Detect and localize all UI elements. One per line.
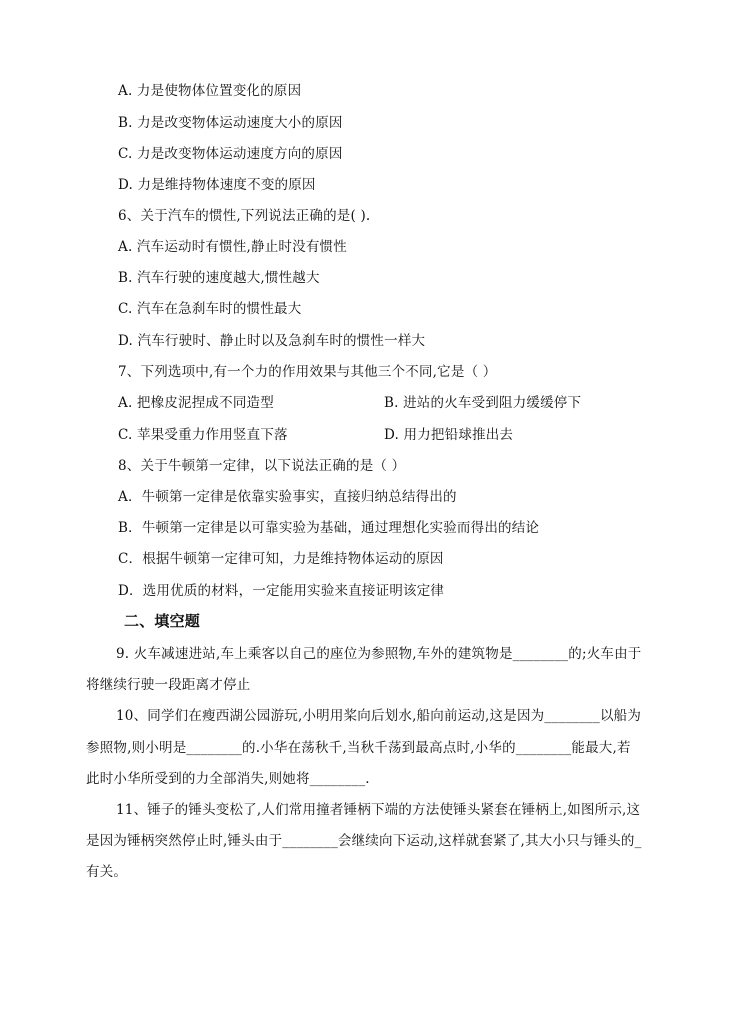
q11-line-2: 是因为锤柄突然停止时,锤头由于________会继续向下运动,这样就套紧了,其大小只与锤头的_: [86, 833, 642, 849]
q7-option-b: B. 进站的火车受到阻力缓缓停下: [384, 395, 582, 411]
q8-option-a: A．牛顿第一定律是依靠实验事实，直接归纳总结得出的: [118, 489, 457, 505]
q11-line-3: 有关。: [86, 864, 128, 880]
q8-option-d: D．选用优质的材料，一定能用实验来直接证明该定律: [118, 583, 445, 599]
q9-line-2: 将继续行驶一段距离才停止: [86, 677, 251, 693]
q7-option-d: D. 用力把铅球推出去: [384, 427, 514, 443]
q5-option-b: B. 力是改变物体运动速度大小的原因: [118, 115, 343, 131]
q7-stem: 7、下列选项中,有一个力的作用效果与其他三个不同,它是（ ）: [118, 364, 497, 380]
q6-option-b: B. 汽车行驶的速度越大,惯性越大: [118, 270, 320, 286]
q6-stem: 6、关于汽车的惯性,下列说法正确的是( ).: [118, 208, 371, 224]
q6-option-a: A. 汽车运动时有惯性,静止时没有惯性: [118, 239, 347, 255]
q7-option-c: C. 苹果受重力作用竖直下落: [118, 427, 288, 443]
q10-line-1: 10、同学们在瘦西湖公园游玩,小明用桨向后划水,船向前运动,这是因为________以船为: [116, 708, 642, 724]
q6-option-c: C. 汽车在急刹车时的惯性最大: [118, 301, 302, 317]
q8-option-b: B．牛顿第一定律是以可靠实验为基础，通过理想化实验而得出的结论: [118, 520, 540, 536]
q5-option-c: C. 力是改变物体运动速度方向的原因: [118, 146, 343, 162]
q5-option-d: D. 力是维持物体速度不变的原因: [118, 177, 316, 193]
section-heading-fill-in: 二、填空题: [124, 612, 201, 630]
q10-line-2: 参照物,则小明是________的.小华在荡秋千,当秋千荡到最高点时,小华的________能最大,若: [86, 740, 631, 756]
q7-option-a: A. 把橡皮泥捏成不同造型: [118, 395, 274, 411]
q8-option-c: C．根据牛顿第一定律可知，力是维持物体运动的原因: [118, 551, 444, 567]
q11-line-1: 11、锤子的锤头变松了,人们常用撞者锤柄下端的方法使锤头紧套在锤柄上,如图所示,这: [116, 802, 641, 818]
q6-option-d: D. 汽车行驶时、静止时以及急刹车时的惯性一样大: [118, 333, 426, 349]
q9-line-1: 9. 火车减速进站,车上乘客以自己的座位为参照物,车外的建筑物是________的;火车由于: [116, 646, 642, 662]
q10-line-3: 此时小华所受到的力全部消失,则她将________.: [86, 771, 370, 787]
q5-option-a: A. 力是使物体位置变化的原因: [118, 83, 302, 99]
q8-stem: 8、关于牛顿第一定律，以下说法正确的是（ ）: [118, 458, 406, 474]
